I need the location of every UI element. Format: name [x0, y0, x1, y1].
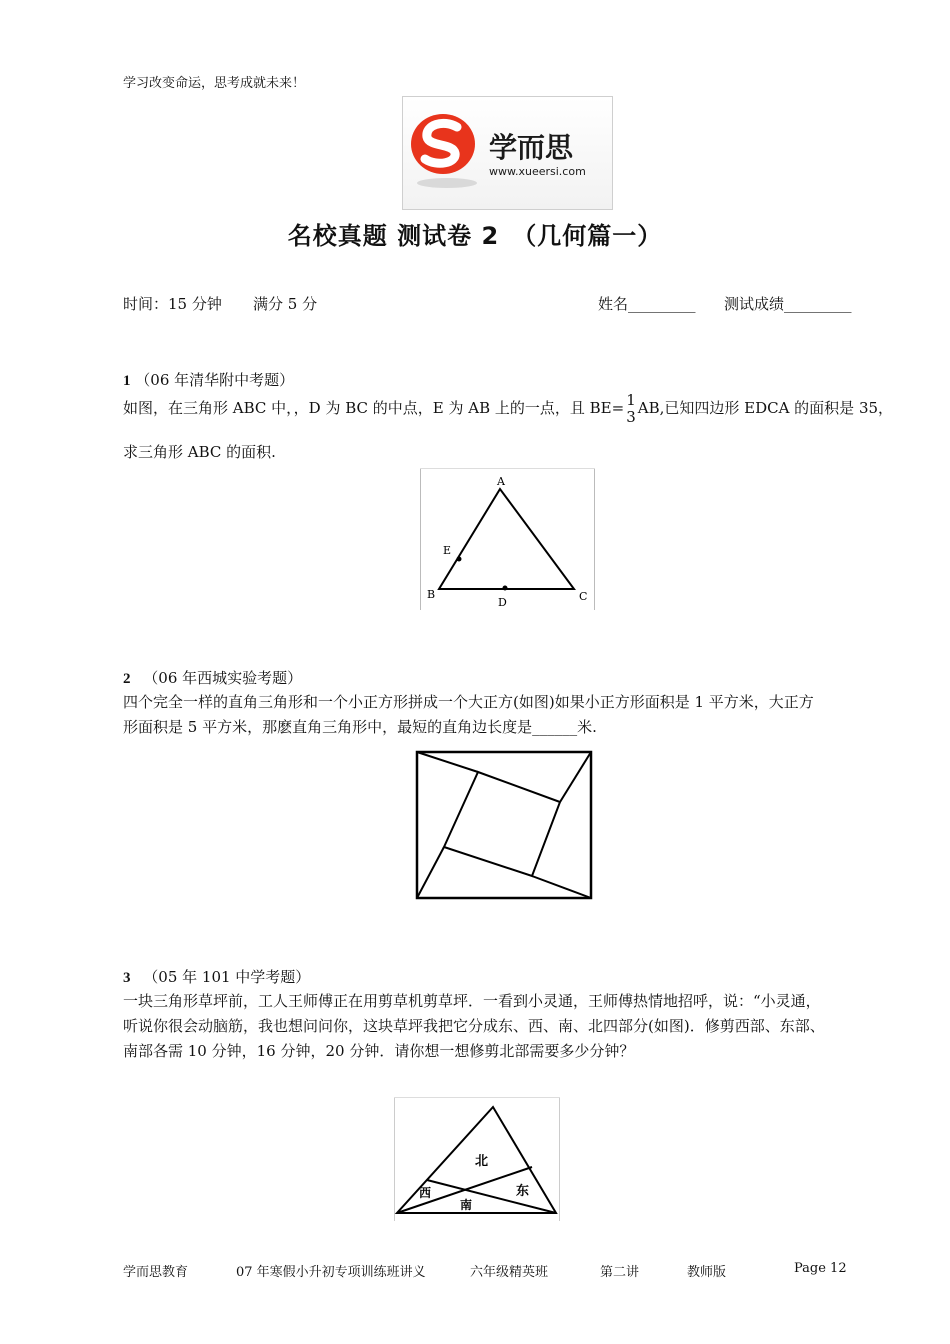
grade-field: 测试成绩_________ — [724, 295, 852, 313]
q3-line-2: 听说你很会动脑筋，我也想问问你，这块草坪我把它分成东、西、南、北四部分(如图)．修剪西部、东部、 — [123, 1017, 825, 1035]
question-1-text — [123, 392, 903, 426]
q3-line-1: 一块三角形草坪前，工人王师傅正在用剪草机剪草坪．一看到小灵通，王师傅热情地招呼，说：“小灵通， — [123, 992, 821, 1010]
question-source: （06 年西城实验考题） — [143, 669, 303, 687]
triangle-abc-figure — [420, 468, 595, 610]
label-c: C — [579, 590, 588, 603]
footer-lecture: 第二讲 — [600, 1265, 640, 1280]
label-e: E — [443, 544, 452, 557]
label-a: A — [497, 475, 505, 488]
logo-graphic — [403, 97, 612, 209]
point-e — [457, 557, 462, 562]
question-number: 3 — [123, 970, 131, 986]
score-label: 满分 5 分 — [253, 295, 318, 313]
label-east: 东 — [516, 1184, 530, 1199]
label-north: 北 — [475, 1154, 489, 1169]
label-west: 西 — [419, 1186, 432, 1200]
footer-course: 07 年寒假小升初专项训练班讲义 — [236, 1265, 426, 1280]
q1-line-2: 求三角形 ABC 的面积. — [123, 443, 276, 461]
footer-org: 学而思教育 — [123, 1265, 189, 1280]
footer-page-number: Page 12 — [794, 1261, 847, 1276]
page-title: 名校真题 测试卷 2 （几何篇一） — [287, 222, 663, 250]
question-source: （05 年 101 中学考题） — [143, 968, 311, 986]
q2-line-1: 四个完全一样的直角三角形和一个小正方形拼成一个大正方(如图)如果小正方形面积是 1 平方米，大正方 — [123, 693, 814, 711]
question-3-header — [123, 966, 310, 987]
time-label: 时间：15 分钟 — [123, 295, 222, 313]
square-pinwheel-figure — [414, 748, 598, 902]
logo-name: 学而思 — [489, 131, 574, 164]
name-field: 姓名_________ — [598, 295, 696, 313]
q1-text-before: 如图，在三角形 ABC 中，，D 为 BC 的中点，E 为 AB 上的一点，且 BE= — [123, 399, 625, 417]
fraction-one-third — [626, 392, 636, 426]
question-number: 1 — [123, 373, 131, 389]
question-number: 2 — [123, 671, 131, 687]
fraction-denominator: 3 — [626, 408, 636, 426]
q3-line-3: 南部各需 10 分钟，16 分钟，20 分钟．请你想一想修剪北部需要多少分钟？ — [123, 1042, 635, 1060]
question-1-header — [123, 369, 294, 390]
logo-url: www.xueersi.com — [489, 165, 586, 178]
label-b: B — [427, 588, 436, 601]
footer-version: 教师版 — [687, 1265, 727, 1280]
lawn-triangle-figure — [394, 1097, 560, 1221]
xueersi-logo — [402, 96, 613, 210]
q1-text-after: AB,已知四边形 EDCA 的面积是 35， — [637, 399, 894, 417]
label-south: 南 — [460, 1198, 473, 1212]
fraction-numerator: 1 — [626, 391, 636, 409]
point-d — [503, 586, 508, 591]
header-motto: 学习改变命运，思考成就未来！ — [123, 76, 306, 91]
question-2-header — [123, 667, 302, 688]
footer-class: 六年级精英班 — [470, 1265, 549, 1280]
q2-line-2: 形面积是 5 平方米，那麽直角三角形中，最短的直角边长度是______米. — [123, 718, 597, 736]
question-source: （06 年清华附中考题） — [135, 371, 295, 389]
label-d: D — [498, 596, 507, 609]
